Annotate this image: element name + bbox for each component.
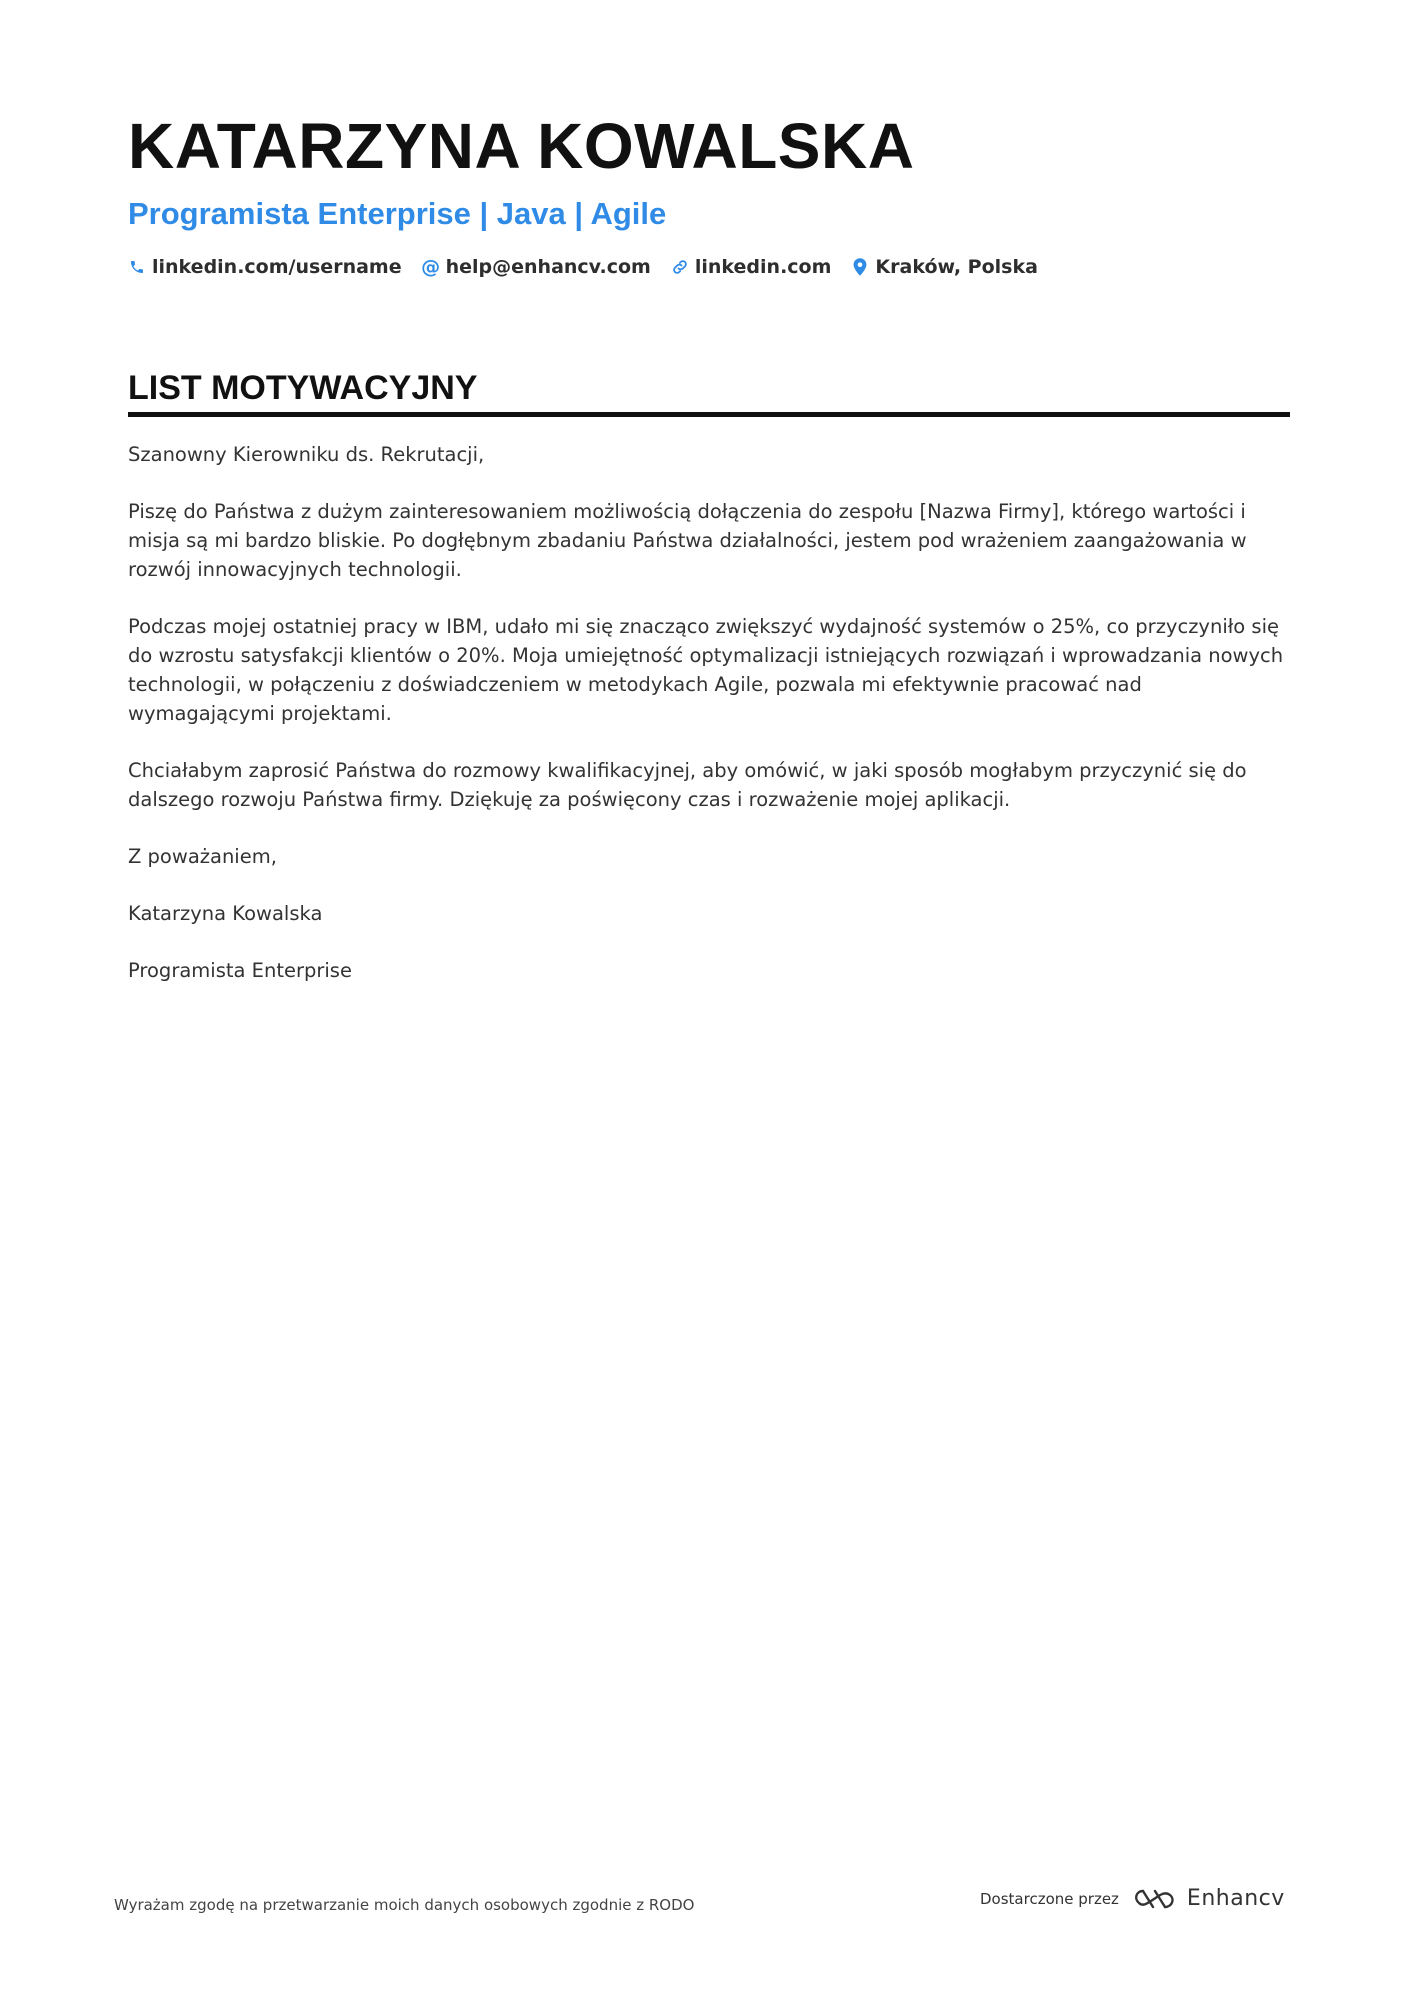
link-icon	[671, 257, 689, 277]
at-icon: @	[421, 256, 441, 278]
candidate-name: KATARZYNA KOWALSKA	[128, 110, 915, 182]
candidate-headline: Programista Enterprise | Java | Agile	[128, 196, 667, 231]
signature-title: Programista Enterprise	[128, 959, 352, 982]
contact-location-text: Kraków, Polska	[875, 256, 1038, 278]
letter-section	[128, 366, 1290, 417]
contact-phone[interactable]	[128, 256, 402, 278]
contact-email[interactable]	[422, 256, 651, 278]
gdpr-consent: Wyrażam zgodę na przetwarzanie moich danych osobowych zgodnie z RODO	[114, 1896, 695, 1914]
enhancv-logo[interactable]	[1131, 1886, 1285, 1911]
paragraph-1: Piszę do Państwa z dużym zainteresowaniem możliwością dołączenia do zespołu [Nazwa Firmy], którego wartości i misja są mi bardzo bliskie. Po dogłębnym zbadaniu Państwa działalności, jestem pod wrażeniem zaangażowania w rozwój innowacyjnych technologii.	[128, 500, 1247, 581]
letter-body	[128, 440, 1290, 1013]
header	[128, 108, 1290, 278]
location-pin-icon	[851, 257, 869, 277]
contact-bar	[128, 256, 1290, 278]
section-title: LIST MOTYWACYJNY	[128, 366, 1290, 417]
enhancv-logo-icon	[1131, 1887, 1177, 1911]
contact-phone-text: linkedin.com/username	[152, 256, 402, 278]
salutation: Szanowny Kierowniku ds. Rekrutacji,	[128, 443, 485, 466]
contact-link[interactable]	[671, 256, 832, 278]
signature-name: Katarzyna Kowalska	[128, 902, 323, 925]
contact-link-text: linkedin.com	[694, 256, 832, 278]
enhancv-brand-name: Enhancv	[1186, 1886, 1285, 1911]
powered-by	[980, 1886, 1285, 1911]
contact-location	[851, 256, 1038, 278]
phone-icon	[128, 257, 146, 277]
contact-email-text: help@enhancv.com	[445, 256, 651, 278]
paragraph-3: Chciałabym zaprosić Państwa do rozmowy kwalifikacyjnej, aby omówić, w jaki sposób mogłabym przyczynić się do dalszego rozwoju Państwa firmy. Dziękuję za poświęcony czas i rozważenie mojej aplikacji.	[128, 759, 1247, 811]
paragraph-2: Podczas mojej ostatniej pracy w IBM, udało mi się znacząco zwiększyć wydajność systemów o 25%, co przyczyniło się do wzrostu satysfakcji klientów o 20%. Moja umiejętność optymalizacji istniejących rozwiązań i wprowadzania nowych technologii, w połączeniu z doświadczeniem w metodykach Agile, pozwala mi efektywnie pracować nad wymagającymi projektami.	[128, 615, 1284, 725]
powered-by-label: Dostarczone przez	[980, 1889, 1119, 1908]
closing: Z poważaniem,	[128, 845, 277, 868]
